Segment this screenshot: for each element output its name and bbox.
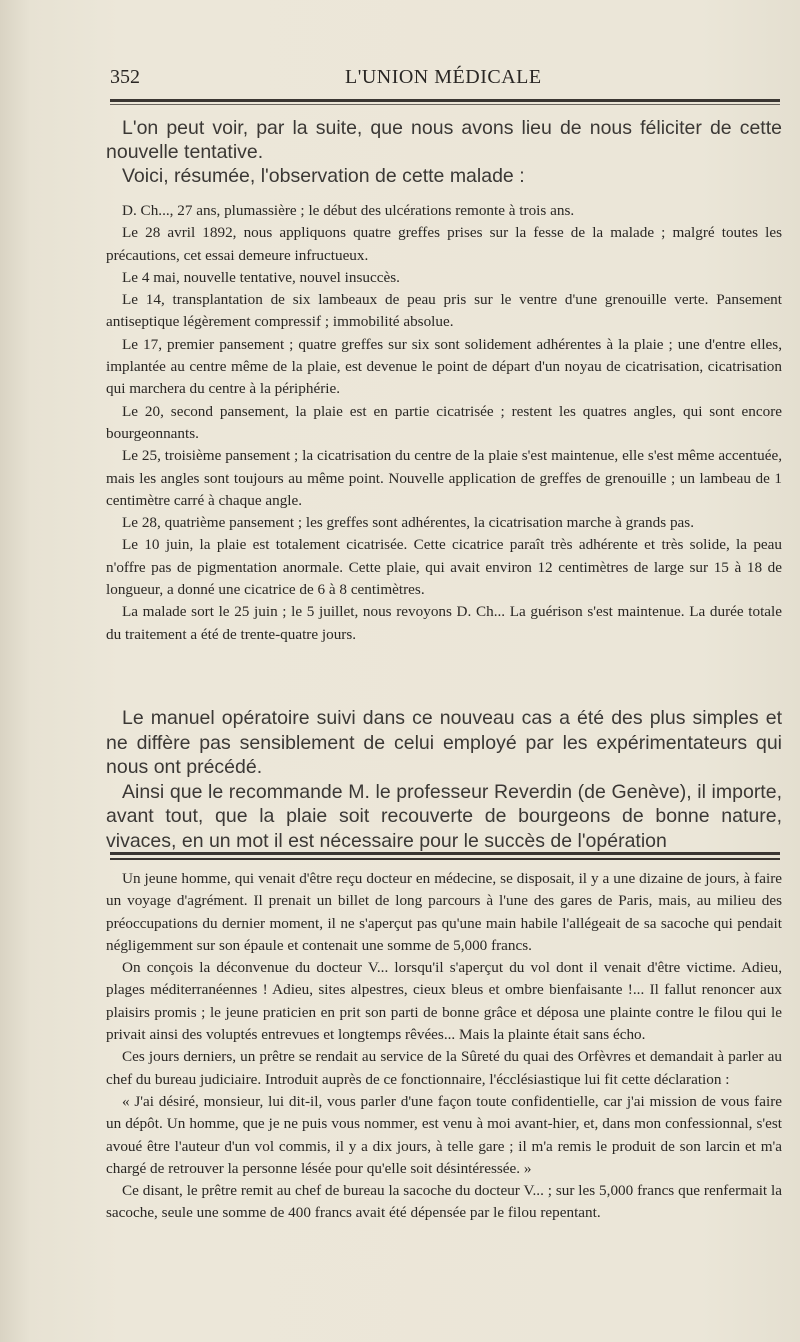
page-number: 352 bbox=[110, 66, 140, 88]
observation-paragraph: Le 14, transplantation de six lambeaux de peau pris sur le ventre d'une grenouille verte. Pansement antiseptique légèrement compressif ; immobilité absolue. bbox=[106, 291, 782, 331]
observation-paragraph: Le 10 juin, la plaie est totalement cicatrisée. Cette cicatrice paraît très adhérente et très solide, la peau n'offre pas de pigmentation anormale. Cette plaie, qui avait environ 12 centimètres de large sur 15 à 18 de longueur, a donné une cicatrice de 6 à 8 centimètres. bbox=[106, 536, 782, 599]
commentary-text bbox=[106, 706, 782, 853]
feuilleton-text bbox=[106, 868, 782, 1225]
lead-paragraph: Voici, résumée, l'observation de cette malade : bbox=[122, 165, 525, 187]
lead-text bbox=[106, 116, 782, 188]
feuilleton-rule bbox=[110, 852, 780, 855]
observation-paragraph: Le 4 mai, nouvelle tentative, nouvel insuccès. bbox=[122, 268, 400, 286]
running-title: L'UNION MÉDICALE bbox=[345, 66, 542, 88]
observation-paragraph: La malade sort le 25 juin ; le 5 juillet, nous revoyons D. Ch... La guérison s'est maintenue. La durée totale du traitement a été de trente-quatre jours. bbox=[106, 603, 782, 643]
observation-paragraph: D. Ch..., 27 ans, plumassière ; le début des ulcérations remonte à trois ans. bbox=[122, 202, 575, 219]
lead-paragraph: L'on peut voir, par la suite, que nous avons lieu de nous féliciter de cette nouvelle tentative. bbox=[106, 117, 782, 163]
observation-paragraph: Le 20, second pansement, la plaie est en partie cicatrisée ; restent les quatres angles, qui sont encore bourgeonnants. bbox=[106, 402, 782, 442]
feuilleton-paragraph: Ces jours derniers, un prêtre se rendait au service de la Sûreté du quai des Orfèvres et demandait à parler au chef du bureau judiciaire. Introduit auprès de ce fonctionnaire, l'écclésiastique lui fit cette déclaration : bbox=[106, 1048, 782, 1088]
feuilleton-rule-2 bbox=[110, 858, 780, 860]
page-header bbox=[110, 60, 780, 92]
header-rule bbox=[110, 99, 780, 102]
observation-paragraph: Le 17, premier pansement ; quatre greffes sur six sont solidement adhérentes à la plaie ; une d'entre elles, implantée au centre même de la plaie, est devenue le point de départ d'un noyau de cicatrisation, cicatrisation qui marchera du centre à la périphérie. bbox=[106, 335, 782, 398]
commentary-paragraph: Le manuel opératoire suivi dans ce nouveau cas a été des plus simples et ne diffère pas sensiblement de celui employé par les expérimentateurs qui nous ont précédé. bbox=[106, 707, 782, 778]
feuilleton-paragraph: On conçois la déconvenue du docteur V... lorsqu'il s'aperçut du vol dont il venait d'être victime. Adieu, plages méditerranéennes ! Adieu, sites alpestres, cieux bleus et ombre bienfaisante !... Il fallut renoncer aux plaisirs promis ; le jeune praticien en prit son parti de bonne grâce et déposa une plainte contre le filou qui le privait ainsi des voluptés entrevues et longtemps rêvées... Mais la plainte était sans écho. bbox=[106, 959, 782, 1044]
observation-text bbox=[106, 200, 782, 646]
commentary-paragraph: Ainsi que le recommande M. le professeur Reverdin (de Genève), il importe, avant tout, que la plaie soit recouverte de bourgeons de bonne nature, vivaces, en un mot il est nécessaire pour le succès de l'opération bbox=[106, 780, 782, 852]
observation-paragraph: Le 28, quatrième pansement ; les greffes sont adhérentes, la cicatrisation marche à grands pas. bbox=[122, 514, 694, 532]
feuilleton-paragraph: Un jeune homme, qui venait d'être reçu docteur en médecine, se disposait, il y a une dizaine de jours, à faire un voyage d'agrément. Il prenait un billet de long parcours à l'une des gares de Paris, mais, au milieu des préoccupations du dernier moment, il ne s'aperçut pas qu'une main habile l'allégeait de sa sacoche qui pendait négligemment sur son épaule et contenait une somme de 5,000 francs. bbox=[106, 870, 782, 954]
feuilleton-paragraph: Ce disant, le prêtre remit au chef de bureau la sacoche du docteur V... ; sur les 5,000 francs que renfermait la sacoche, seule une somme de 400 francs avait été dépensée par le filou repentant. bbox=[106, 1182, 782, 1222]
header-rule-thin bbox=[110, 104, 780, 105]
observation-paragraph: Le 28 avril 1892, nous appliquons quatre greffes prises sur la fesse de la malade ; malgré toutes les précautions, cet essai demeure infructueux. bbox=[106, 224, 782, 264]
feuilleton-paragraph: « J'ai désiré, monsieur, lui dit-il, vous parler d'une façon toute confidentielle, car j'ai mission de vous faire un dépôt. Un homme, que je ne puis vous nommer, est venu à moi avant-hier, et, dans mon confessionnal, s'est avoué être l'auteur d'un vol commis, il y a dix jours, à telle gare ; il m'a remis le produit de son larcin et m'a chargé de retrouver la personne lésée pour qu'elle soit désintéressée. » bbox=[106, 1092, 782, 1177]
observation-paragraph: Le 25, troisième pansement ; la cicatrisation du centre de la plaie s'est maintenue, elle s'est même accentuée, mais les angles sont toujours au même point. Nouvelle application de greffes de grenouille ; un lambeau de 1 centimètre carré à chaque angle. bbox=[106, 447, 782, 509]
